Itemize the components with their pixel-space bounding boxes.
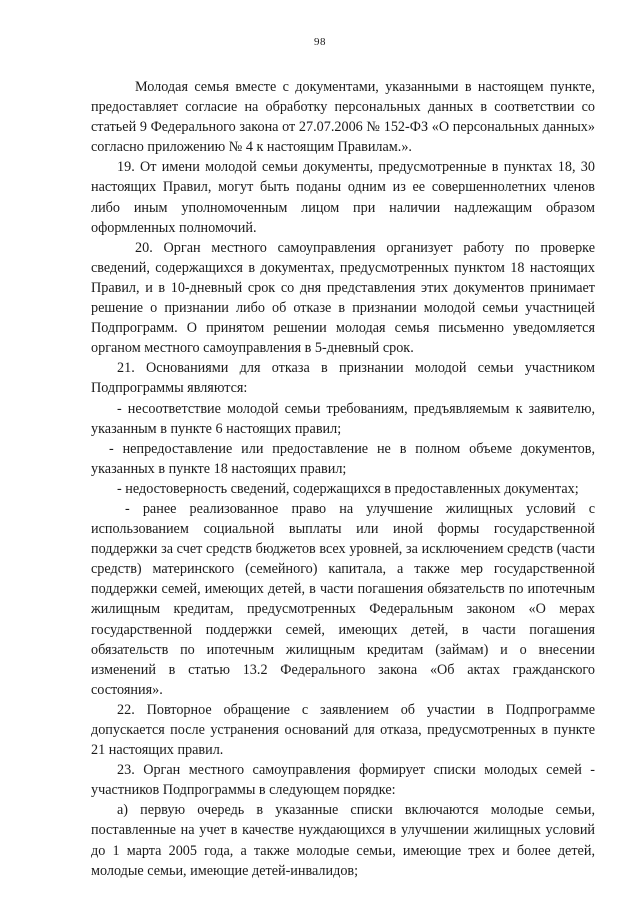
paragraph-19: 19. От имени молодой семьи документы, предусмотренные в пунктах 18, 30 настоящих Правил, могут быть поданы одним из ее совершеннолетних членов либо иным уполномоченным лицом при наличии надлежащим образом оформленных полномочий.	[91, 159, 595, 236]
paragraph-20: 20. Орган местного самоуправления организует работу по проверке сведений, содержащихся в документах, предусмотренных пунктом 18 настоящих Правил, и в 10-дневный срок со дня представления этих документов принимает решение о признании либо об отказе в признании молодой семьи участницей Подпрограмм. О принятом решении молодая семья письменно уведомляется органом местного самоуправления в 5-дневный срок.	[91, 239, 595, 357]
paragraph-consent: Молодая семья вместе с документами, указанными в настоящем пункте, предоставляет согласие на обработку персональных данных в соответствии со статьей 9 Федерального закона от 27.07.2006 № 152-ФЗ «О персональных данных» согласно приложению № 4 к настоящим Правилам.».	[91, 79, 595, 156]
list-item-documents: - непредоставление или предоставление не в полном объеме документов, указанных в пункте 18 настоящих правил;	[91, 440, 595, 477]
document-body	[91, 77, 595, 881]
paragraph-23a: а) первую очередь в указанные списки включаются молодые семьи, поставленные на учет в качестве нуждающихся в улучшении жилищных условий до 1 марта 2005 года, а также молодые семьи, имеющие трех и более детей, молодые семьи, имеющие детей-инвалидов;	[91, 802, 595, 879]
list-item-prior-right: - ранее реализованное право на улучшение жилищных условий с использованием социальной выплаты или иной формы государственной поддержки за счет средств бюджетов всех уровней, за исключением средств (части средств) материнского (семейного) капитала, а также мер государственной поддержки семей, имеющих детей, в части погашения обязательств по ипотечным жилищным кредитам, предусмотренных Федеральным законом «О мерах государственной поддержки семей, имеющих детей, в части погашения обязательств по ипотечным жилищным кредитам (займам) и о внесении изменений в статью 13.2 Федерального закона «Об актах гражданского состояния».	[91, 500, 595, 698]
paragraph-23: 23. Орган местного самоуправления формирует списки молодых семей - участников Подпрограммы в следующем порядке:	[91, 762, 595, 799]
paragraph-22: 22. Повторное обращение с заявлением об участии в Подпрограмме допускается после устранения оснований для отказа, предусмотренных в пункте 21 настоящих правил.	[91, 701, 595, 759]
list-item-requirements: - несоответствие молодой семьи требованиям, предъявляемым к заявителю, указанным в пункте 6 настоящих правил;	[91, 400, 595, 437]
page-number: 98	[314, 36, 326, 48]
list-item-inaccuracy: - недостоверность сведений, содержащихся в предоставленных документах;	[117, 480, 579, 497]
paragraph-21: 21. Основаниями для отказа в признании молодой семьи участником Подпрограммы являются:	[91, 360, 595, 397]
